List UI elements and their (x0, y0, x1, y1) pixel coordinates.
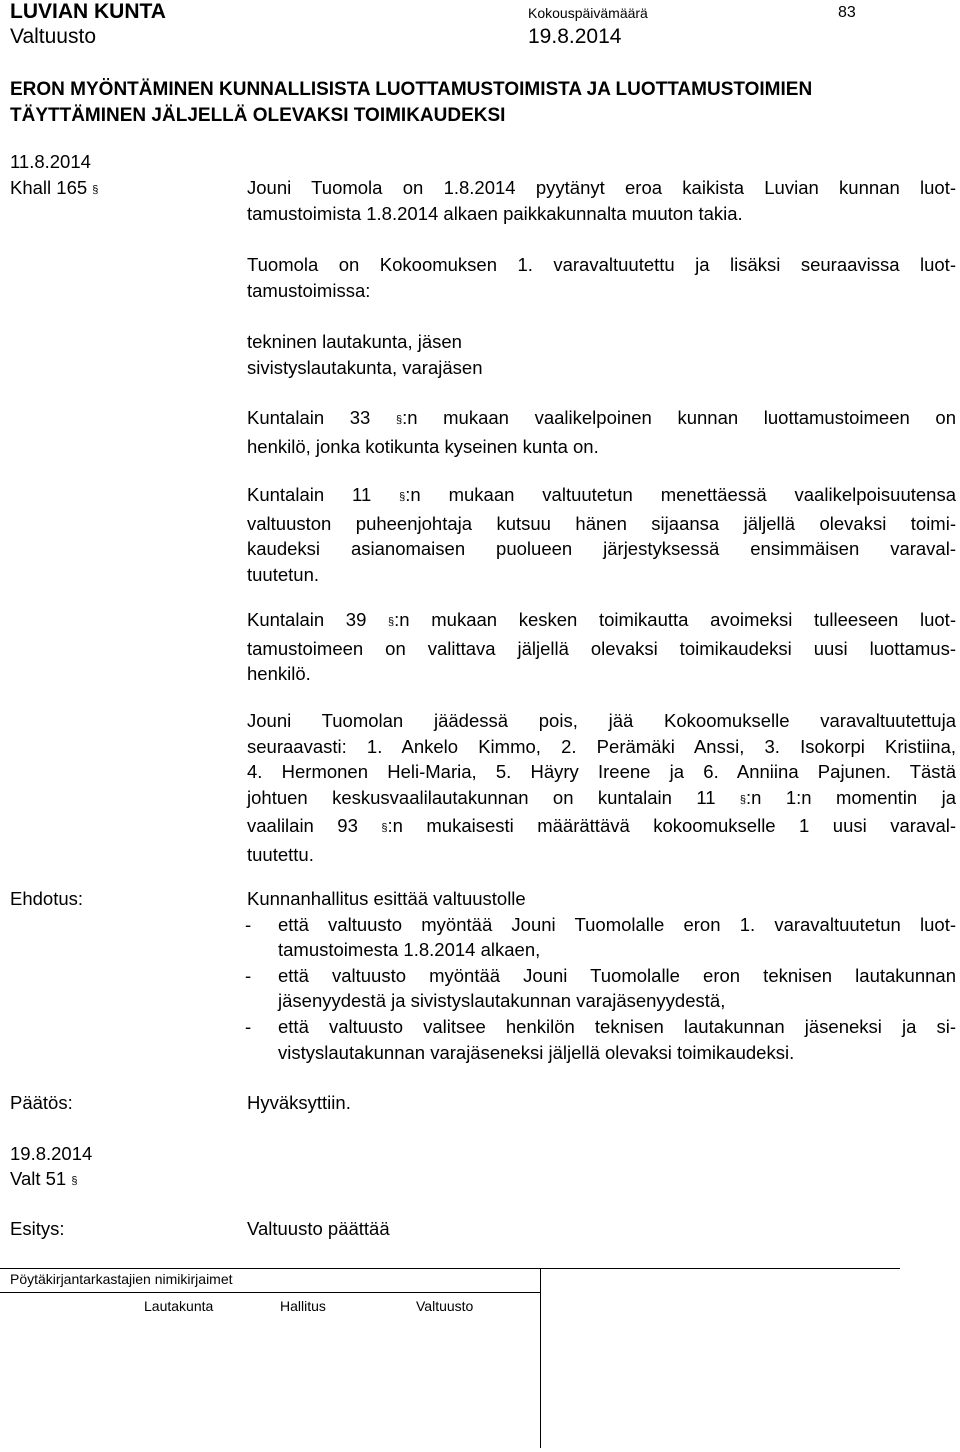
signatures-label: Pöytäkirjantarkastajien nimikirjaimet (10, 1271, 233, 1287)
text-line: tamustoimeen on valittava jäljellä olevaksi toimikaudeksi uusi luottamus- (247, 637, 956, 659)
paragraph-positions (247, 252, 956, 303)
proposal-section (247, 886, 956, 1065)
text-line: tamustoimissa: (247, 279, 371, 301)
text-line: johtuen keskusvaalilautakunnan on kuntalain 11 §:n 1:n momentin ja (247, 786, 956, 808)
text-line: seuraavasti: 1. Ankelo Kimmo, 2. Perämäki Anssi, 3. Isokorpi Kristiina, (247, 735, 956, 757)
text-line: tamustoimista 1.8.2014 alkaen paikkakunnalta muuton takia. (247, 202, 743, 224)
text-line: sivistyslautakunta, varajäsen (247, 356, 483, 378)
list-dash: - (245, 1015, 252, 1037)
text-line: henkilö, jonka kotikunta kyseinen kunta on. (247, 435, 599, 457)
board-ref: Khall 165 § (10, 177, 99, 198)
board-date: 11.8.2014 (10, 151, 91, 172)
text-line: tuutetun. (247, 563, 320, 585)
footer-vertical-rule (540, 1268, 541, 1448)
paragraph-substitutes (247, 708, 956, 868)
council-text: Valtuusto päättää (247, 1218, 390, 1239)
text-line: tuutettu. (247, 843, 314, 865)
list-dash: - (245, 913, 252, 935)
signature-column: Lautakunta (144, 1298, 214, 1314)
text-line: henkilö. (247, 663, 311, 685)
text-line: että valtuusto myöntää Jouni Tuomolalle eron 1. varavaltuutetun luot- (278, 913, 956, 935)
text-line: Tuomola on Kokoomuksen 1. varavaltuutettu ja lisäksi seuraavissa luot- (247, 254, 956, 275)
text-line: Kuntalain 33 §:n mukaan vaalikelpoinen kunnan luottamustoimeen on (247, 407, 956, 428)
document-title (10, 77, 812, 128)
council-date: 19.8.2014 (10, 1143, 93, 1164)
decision-label: Päätös: (10, 1092, 73, 1113)
signature-column: Valtuusto (416, 1298, 474, 1314)
footer-mid-rule (0, 1292, 540, 1293)
text-line: jäsenyydestä ja sivistyslautakunnan varajäsenyydestä, (278, 990, 726, 1012)
page-number: 83 (838, 4, 856, 21)
paragraph-law-33 (247, 405, 956, 459)
text-line: Kuntalain 11 §:n mukaan valtuutetun menettäessä vaalikelpoisuutensa (247, 484, 956, 505)
org-name: LUVIAN KUNTA (10, 0, 166, 23)
meeting-date: 19.8.2014 (528, 25, 622, 48)
paragraph-law-11 (247, 482, 956, 587)
council-label: Esitys: (10, 1218, 65, 1239)
title-line: TÄYTTÄMINEN JÄLJELLÄ OLEVAKSI TOIMIKAUDEKSI (10, 104, 506, 126)
text-line: että valtuusto myöntää Jouni Tuomolalle eron teknisen lautakunnan (278, 964, 956, 986)
proposal-label: Ehdotus: (10, 888, 84, 909)
signature-column: Hallitus (280, 1298, 326, 1314)
text-line: valtuuston puheenjohtaja kutsuu hänen sijaansa jäljellä olevaksi toimi- (247, 512, 956, 534)
text-line: Jouni Tuomolan jäädessä pois, jää Kokoomukselle varavaltuutettuja (247, 710, 956, 731)
paragraph-law-39 (247, 607, 956, 687)
text-line: tekninen lautakunta, jäsen (247, 331, 462, 352)
proposal-item (247, 912, 956, 963)
text-line: vistyslautakunnan varajäseneksi jäljellä olevaksi toimikaudeksi. (278, 1041, 795, 1063)
footer-top-rule (0, 1268, 900, 1269)
title-line: ERON MYÖNTÄMINEN KUNNALLISISTA LUOTTAMUSTOIMISTA JA LUOTTAMUSTOIMIEN (10, 79, 813, 100)
text-line: 4. Hermonen Heli-Maria, 5. Häyry Ireene ja 6. Anniina Pajunen. Tästä (247, 761, 956, 783)
list-dash: - (245, 964, 252, 986)
paragraph-committees (247, 329, 956, 380)
decision-text: Hyväksyttiin. (247, 1092, 351, 1113)
text-line: Kuntalain 39 §:n mukaan kesken toimikautta avoimeksi tulleeseen luot- (247, 609, 956, 630)
body-name: Valtuusto (10, 25, 96, 48)
proposal-intro: Kunnanhallitus esittää valtuustolle (247, 888, 526, 909)
proposal-item (247, 1014, 956, 1065)
date-label: Kokouspäivämäärä (528, 5, 648, 21)
proposal-item (247, 963, 956, 1014)
paragraph-resignation (247, 175, 956, 226)
text-line: tamustoimesta 1.8.2014 alkaen, (278, 939, 541, 961)
text-line: että valtuusto valitsee henkilön teknisen lautakunnan jäseneksi ja si- (278, 1015, 956, 1037)
text-line: Jouni Tuomola on 1.8.2014 pyytänyt eroa kaikista Luvian kunnan luot- (247, 177, 956, 198)
text-line: kaudeksi asianomaisen puolueen järjestyksessä ensimmäisen varaval- (247, 538, 956, 560)
council-ref: Valt 51 § (10, 1168, 78, 1189)
text-line: vaalilain 93 §:n mukaisesti määrättävä kokoomukselle 1 uusi varaval- (247, 815, 957, 837)
